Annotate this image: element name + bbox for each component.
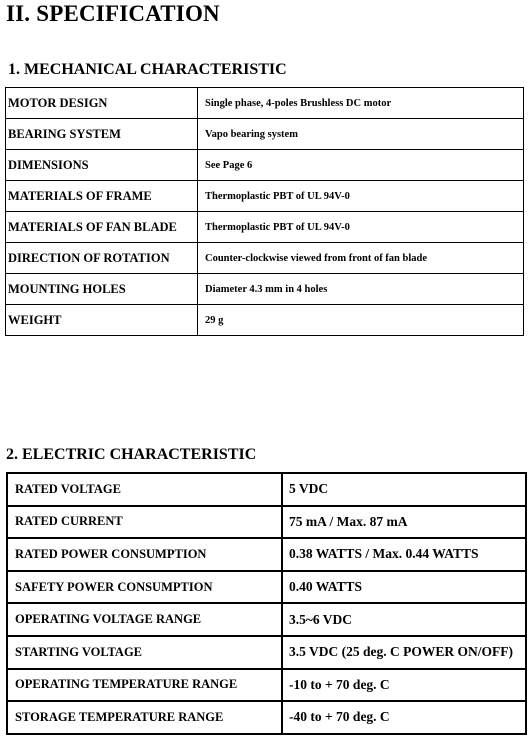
spec-label: OPERATING TEMPERATURE RANGE [7, 669, 282, 702]
spec-label: SAFETY POWER CONSUMPTION [7, 571, 282, 604]
table-row [6, 212, 524, 243]
spec-label: STARTING VOLTAGE [7, 636, 282, 669]
spec-value: Counter-clockwise viewed from front of fan blade [198, 243, 524, 274]
table-row [7, 669, 526, 702]
spec-label: OPERATING VOLTAGE RANGE [7, 603, 282, 636]
table-row [6, 243, 524, 274]
spec-label: RATED POWER CONSUMPTION [7, 538, 282, 571]
spec-label: MOTOR DESIGN [6, 88, 198, 119]
spec-value: 3.5 VDC (25 deg. C POWER ON/OFF) [282, 636, 526, 669]
spec-label: WEIGHT [6, 305, 198, 336]
table-row [6, 274, 524, 305]
spec-value: Thermoplastic PBT of UL 94V-0 [198, 212, 524, 243]
spec-value: 0.40 WATTS [282, 571, 526, 604]
table-row [6, 181, 524, 212]
page-title: II. SPECIFICATION [6, 1, 220, 26]
spec-value: 0.38 WATTS / Max. 0.44 WATTS [282, 538, 526, 571]
spec-value: 5 VDC [282, 473, 526, 506]
table-row [6, 150, 524, 181]
electric-spec-table [6, 472, 527, 735]
table-row [7, 473, 526, 506]
spec-label: MATERIALS OF FRAME [6, 181, 198, 212]
table-row [7, 506, 526, 539]
spec-value: See Page 6 [198, 150, 524, 181]
spec-label: RATED VOLTAGE [7, 473, 282, 506]
spec-label: BEARING SYSTEM [6, 119, 198, 150]
table-row [7, 571, 526, 604]
spec-value: Single phase, 4-poles Brushless DC motor [198, 88, 524, 119]
spec-value: Thermoplastic PBT of UL 94V-0 [198, 181, 524, 212]
table-row [7, 636, 526, 669]
table-row [7, 701, 526, 734]
spec-value: 29 g [198, 305, 524, 336]
spec-label: DIRECTION OF ROTATION [6, 243, 198, 274]
table-row [6, 88, 524, 119]
spec-label: MOUNTING HOLES [6, 274, 198, 305]
spec-value: -40 to + 70 deg. C [282, 701, 526, 734]
table-row [6, 119, 524, 150]
spec-value: 75 mA / Max. 87 mA [282, 506, 526, 539]
spec-label: MATERIALS OF FAN BLADE [6, 212, 198, 243]
spec-label: STORAGE TEMPERATURE RANGE [7, 701, 282, 734]
spec-value: Vapo bearing system [198, 119, 524, 150]
mechanical-spec-table [5, 87, 524, 336]
table-row [6, 305, 524, 336]
electric-section-heading: 2. ELECTRIC CHARACTERISTIC [6, 446, 257, 463]
table-row [7, 538, 526, 571]
spec-label: RATED CURRENT [7, 506, 282, 539]
spec-label: DIMENSIONS [6, 150, 198, 181]
spec-value: Diameter 4.3 mm in 4 holes [198, 274, 524, 305]
mechanical-section-heading: 1. MECHANICAL CHARACTERISTIC [8, 61, 287, 78]
table-row [7, 603, 526, 636]
spec-value: -10 to + 70 deg. C [282, 669, 526, 702]
spec-value: 3.5~6 VDC [282, 603, 526, 636]
